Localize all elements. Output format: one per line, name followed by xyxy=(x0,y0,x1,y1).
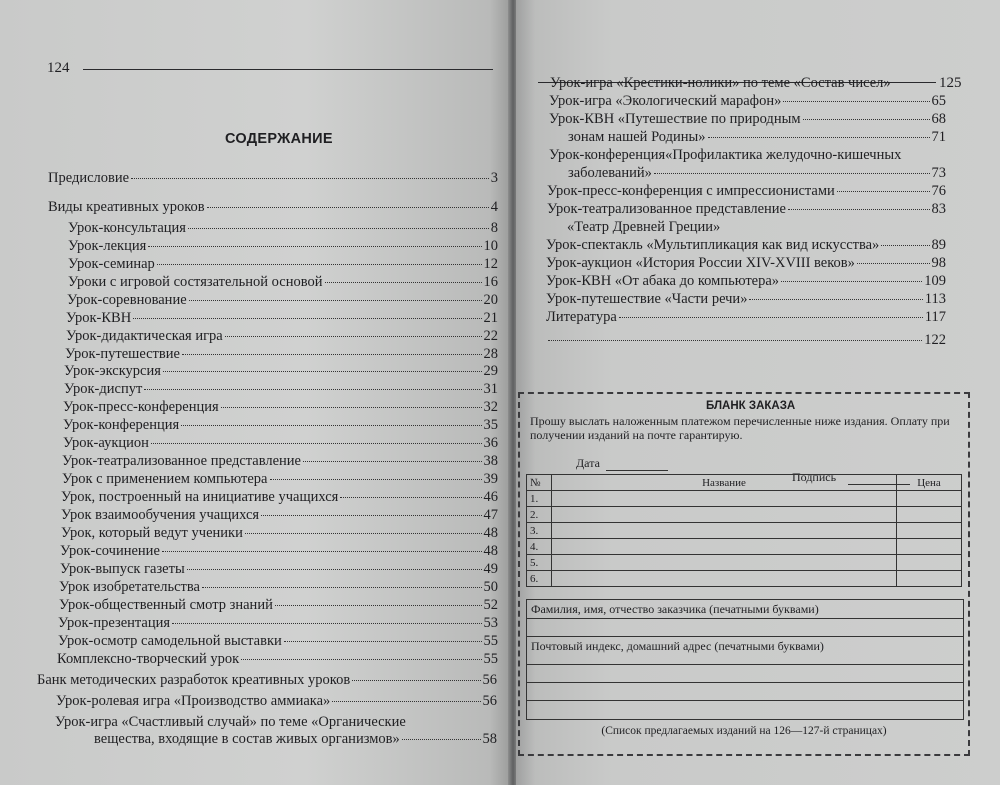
toc-entry-title: Виды креативных уроков xyxy=(48,199,205,215)
dot-leader xyxy=(181,425,481,426)
table-header-name: Название xyxy=(552,475,897,491)
toc-entry-page: 71 xyxy=(931,129,946,145)
toc-entry-page: 29 xyxy=(483,363,498,379)
toc-entry-page: 65 xyxy=(931,93,946,109)
toc-entry-page: 8 xyxy=(490,220,498,236)
toc-entry-title: Урок-соревнование xyxy=(67,292,187,308)
toc-entry-title: Урок-пресс-конференция xyxy=(63,399,219,415)
toc-entry-page: 21 xyxy=(483,310,498,326)
order-form xyxy=(518,392,970,756)
toc-entry-page: 52 xyxy=(483,597,498,613)
toc-entry-title: Урок-путешествие xyxy=(65,346,180,362)
toc-entry xyxy=(549,93,946,110)
toc-entry-page: 53 xyxy=(483,615,498,631)
toc-entry-title: Урок-КВН «От абака до компьютера» xyxy=(546,273,780,289)
toc-entry xyxy=(547,183,946,200)
toc-entry-page: 68 xyxy=(931,111,946,127)
dot-leader xyxy=(188,228,489,229)
dot-leader xyxy=(261,515,481,516)
dot-leader xyxy=(837,191,930,192)
toc-entry-page: 55 xyxy=(483,633,498,649)
toc-entry-title: Урок-семинар xyxy=(68,256,155,272)
toc-entry-title: Литература xyxy=(546,309,617,325)
table-row[interactable] xyxy=(527,491,962,507)
table-row[interactable] xyxy=(527,571,962,587)
toc-entry xyxy=(48,170,498,187)
dot-leader xyxy=(332,701,480,702)
toc-entry-page: 22 xyxy=(483,328,498,344)
right-page xyxy=(516,0,1000,785)
dot-leader xyxy=(245,533,482,534)
toc-entry xyxy=(546,291,946,308)
row-number: 2. xyxy=(527,507,552,523)
toc-entry-title: Урок-диспут xyxy=(64,381,143,397)
dot-leader xyxy=(221,407,482,408)
toc-entry xyxy=(63,417,498,434)
dot-leader xyxy=(781,281,922,282)
row-number: 5. xyxy=(527,555,552,571)
date-label: Дата xyxy=(576,456,600,470)
toc-entry-title: Урок-КВН «Путешествие по природным xyxy=(549,111,801,127)
toc-entry xyxy=(68,256,498,273)
order-table xyxy=(526,474,962,587)
toc-entry-title: Урок-КВН xyxy=(66,310,132,326)
toc-entry-page: 117 xyxy=(924,309,946,325)
dot-leader xyxy=(182,354,482,355)
toc-entry-page: 48 xyxy=(483,525,498,541)
dot-leader xyxy=(187,569,482,570)
toc-entry-page: 56 xyxy=(482,672,497,688)
dot-leader xyxy=(857,263,930,264)
toc-entry-title: Уроки с игровой состязательной основой xyxy=(68,274,323,290)
toc-entry xyxy=(63,435,498,452)
toc-entry xyxy=(37,672,497,689)
dot-leader xyxy=(172,623,481,624)
toc-entry-page: 31 xyxy=(483,381,498,397)
toc-entry-page: 47 xyxy=(483,507,498,523)
dot-leader xyxy=(157,264,482,265)
toc-entry-title: Урок изобретательства xyxy=(59,579,200,595)
toc-entry-title: зонам нашей Родины» xyxy=(568,129,706,145)
customer-name-label: Фамилия, имя, отчество заказчика (печатными буквами) xyxy=(531,602,819,616)
header-rule-left xyxy=(83,69,493,70)
table-row[interactable] xyxy=(527,539,962,555)
toc-entry xyxy=(68,220,498,237)
toc-entry: Урок-конференция«Профилактика желудочно-кишечных xyxy=(549,147,902,163)
toc-entry-title: Урок, построенный на инициативе учащихся xyxy=(61,489,339,505)
toc-entry xyxy=(67,292,498,309)
dot-leader xyxy=(275,605,482,606)
toc-entry-page: 38 xyxy=(483,453,498,469)
toc-entry-title: Урок-театрализованное представление xyxy=(547,201,786,217)
toc-entry xyxy=(58,633,498,650)
toc-entry xyxy=(63,399,498,416)
toc-entry-page: 28 xyxy=(483,346,498,362)
toc-entry xyxy=(68,274,498,291)
toc-entry xyxy=(61,489,498,506)
toc-entry-page: 36 xyxy=(483,435,498,451)
toc-entry-page: 58 xyxy=(482,731,497,747)
dot-leader xyxy=(225,336,482,337)
dot-leader xyxy=(131,178,489,179)
toc-entry-page: 76 xyxy=(931,183,946,199)
toc-entry xyxy=(59,579,498,596)
dot-leader xyxy=(303,461,482,462)
toc-entry xyxy=(60,561,498,578)
toc-entry xyxy=(547,201,946,218)
toc-entry-page: 113 xyxy=(924,291,946,307)
toc-entry-page: 10 xyxy=(483,238,498,254)
toc-entry xyxy=(546,309,946,326)
toc-entry xyxy=(66,328,498,345)
toc-entry-title: заболеваний» xyxy=(568,165,652,181)
toc-entry-title: Комплексно-творческий урок xyxy=(57,651,240,667)
dot-leader xyxy=(325,282,482,283)
table-header-number: № xyxy=(527,475,552,491)
toc-entry xyxy=(64,363,498,380)
address-label: Почтовый индекс, домашний адрес (печатными буквами) xyxy=(531,639,824,653)
dot-leader xyxy=(340,497,481,498)
toc-entry-page: 50 xyxy=(483,579,498,595)
dot-leader xyxy=(151,443,482,444)
toc-entry-title: Урок-общественный смотр знаний xyxy=(59,597,273,613)
toc-entry xyxy=(68,238,498,255)
toc-title: СОДЕРЖАНИЕ xyxy=(225,131,333,147)
toc-entry xyxy=(58,615,498,632)
dot-leader xyxy=(144,389,481,390)
order-form-title: БЛАНК ЗАКАЗА xyxy=(706,400,796,412)
toc-entry-title: Банк методических разработок креативных уроков xyxy=(37,672,351,688)
toc-entry-title: Урок-путешествие «Части речи» xyxy=(546,291,748,307)
page-number-left: 124 xyxy=(47,60,70,76)
dot-leader xyxy=(352,680,480,681)
dot-leader xyxy=(402,739,481,740)
toc-entry-title: Урок-экскурсия xyxy=(64,363,161,379)
dot-leader xyxy=(270,479,482,480)
toc-entry-title: Урок-ролевая игра «Производство аммиака» xyxy=(56,693,331,709)
toc-entry-page: 89 xyxy=(931,237,946,253)
toc-entry xyxy=(546,332,946,349)
toc-entry: Урок-игра «Крестики-нолики» по теме «Состав чисел» xyxy=(550,75,891,91)
toc-entry-title: Урок-пресс-конференция с импрессионистами xyxy=(547,183,835,199)
order-form-text: Прошу выслать наложенным платежом перечисленные ниже издания. Оплату при получении изданий на почте гарантирую. xyxy=(530,414,950,442)
date-line[interactable] xyxy=(606,470,668,471)
toc-entry-title: Урок-сочинение xyxy=(60,543,160,559)
toc-entry: «Театр Древней Греции» xyxy=(567,219,721,235)
table-row[interactable] xyxy=(527,507,962,523)
toc-entry-title: Урок-осмотр самодельной выставки xyxy=(58,633,282,649)
toc-entry xyxy=(57,651,498,668)
toc-entry-title: Урок с применением компьютера xyxy=(62,471,268,487)
toc-entry-title: Урок-аукцион «История России XIV-XVIII веков» xyxy=(546,255,855,271)
toc-entry-page: 83 xyxy=(931,201,946,217)
row-number: 6. xyxy=(527,571,552,587)
toc-entry-title: Урок-спектакль «Мультипликация как вид искусства» xyxy=(546,237,880,253)
toc-entry xyxy=(61,525,498,542)
toc-entry xyxy=(549,111,946,128)
toc-entry xyxy=(546,255,946,272)
page-number-right: 125 xyxy=(939,75,962,91)
toc-entry-page: 48 xyxy=(483,543,498,559)
toc-entry xyxy=(568,129,946,146)
row-number: 4. xyxy=(527,539,552,555)
toc-entry xyxy=(62,453,498,470)
dot-leader xyxy=(163,371,482,372)
toc-entry-page: 55 xyxy=(483,651,498,667)
toc-entry xyxy=(64,381,498,398)
toc-entry-page: 122 xyxy=(924,332,946,348)
toc-entry-title: Урок-презентация xyxy=(58,615,171,631)
dot-leader xyxy=(788,209,930,210)
dot-leader xyxy=(189,300,482,301)
table-header-price: Цена xyxy=(897,475,962,491)
dot-leader xyxy=(783,101,929,102)
dot-leader xyxy=(162,551,482,552)
toc-entry-title: Урок-игра «Экологический марафон» xyxy=(549,93,782,109)
toc-entry-page: 20 xyxy=(483,292,498,308)
toc-entry xyxy=(60,543,498,560)
toc-entry-page: 49 xyxy=(483,561,498,577)
toc-entry-title: Урок-конференция xyxy=(63,417,180,433)
row-number: 1. xyxy=(527,491,552,507)
toc-entry xyxy=(61,507,498,524)
toc-entry-page: 73 xyxy=(931,165,946,181)
customer-name-box[interactable] xyxy=(526,599,964,637)
dot-leader xyxy=(803,119,930,120)
row-number: 3. xyxy=(527,523,552,539)
dot-leader xyxy=(654,173,930,174)
toc-entry xyxy=(65,346,498,363)
toc-entry-title: Урок-консультация xyxy=(68,220,186,236)
dot-leader xyxy=(241,659,481,660)
dot-leader xyxy=(133,318,481,319)
toc-entry-page: 16 xyxy=(483,274,498,290)
toc-entry-title: Урок, который ведут ученики xyxy=(61,525,243,541)
toc-entry-page: 109 xyxy=(924,273,946,289)
toc-entry-page: 46 xyxy=(483,489,498,505)
table-row[interactable] xyxy=(527,523,962,539)
toc-entry-page: 3 xyxy=(490,170,498,186)
dot-leader xyxy=(749,299,922,300)
dot-leader xyxy=(284,641,482,642)
toc-entry-page: 35 xyxy=(483,417,498,433)
toc-entry-title: вещества, входящие в состав живых организмов» xyxy=(94,731,400,747)
toc-entry xyxy=(546,237,946,254)
dot-leader xyxy=(881,245,929,246)
dot-leader xyxy=(708,137,930,138)
toc-entry xyxy=(568,165,946,182)
toc-entry-page: 4 xyxy=(490,199,498,215)
signature-label: Подпись xyxy=(792,470,837,484)
toc-entry: Урок-игра «Счастливый случай» по теме «Органические xyxy=(55,714,406,730)
toc-entry xyxy=(546,273,946,290)
toc-entry-page: 39 xyxy=(483,471,498,487)
toc-entry xyxy=(56,693,497,710)
dot-leader xyxy=(619,317,923,318)
dot-leader xyxy=(202,587,482,588)
toc-entry-page: 32 xyxy=(483,399,498,415)
toc-entry-title: Урок-дидактическая игра xyxy=(66,328,223,344)
dot-leader xyxy=(207,207,489,208)
toc-entry-title: Урок-лекция xyxy=(68,238,147,254)
toc-entry-page: 56 xyxy=(482,693,497,709)
dot-leader xyxy=(148,246,481,247)
toc-entry xyxy=(62,471,498,488)
toc-entry xyxy=(66,310,498,327)
toc-entry-title: Урок-аукцион xyxy=(63,435,149,451)
table-row[interactable] xyxy=(527,555,962,571)
toc-entry xyxy=(94,731,497,748)
toc-entry-title: Предисловие xyxy=(48,170,130,186)
toc-entry-title: Урок-выпуск газеты xyxy=(60,561,185,577)
toc-entry xyxy=(59,597,498,614)
toc-entry-page: 12 xyxy=(483,256,498,272)
toc-entry-title: Урок-театрализованное представление xyxy=(62,453,301,469)
toc-entry xyxy=(48,199,498,216)
dot-leader xyxy=(548,340,922,341)
order-form-note: (Список предлагаемых изданий на 126—127-й страницах) xyxy=(601,725,887,737)
toc-entry-page: 98 xyxy=(931,255,946,271)
address-box[interactable] xyxy=(526,636,964,720)
toc-entry-title: Урок взаимообучения учащихся xyxy=(61,507,260,523)
